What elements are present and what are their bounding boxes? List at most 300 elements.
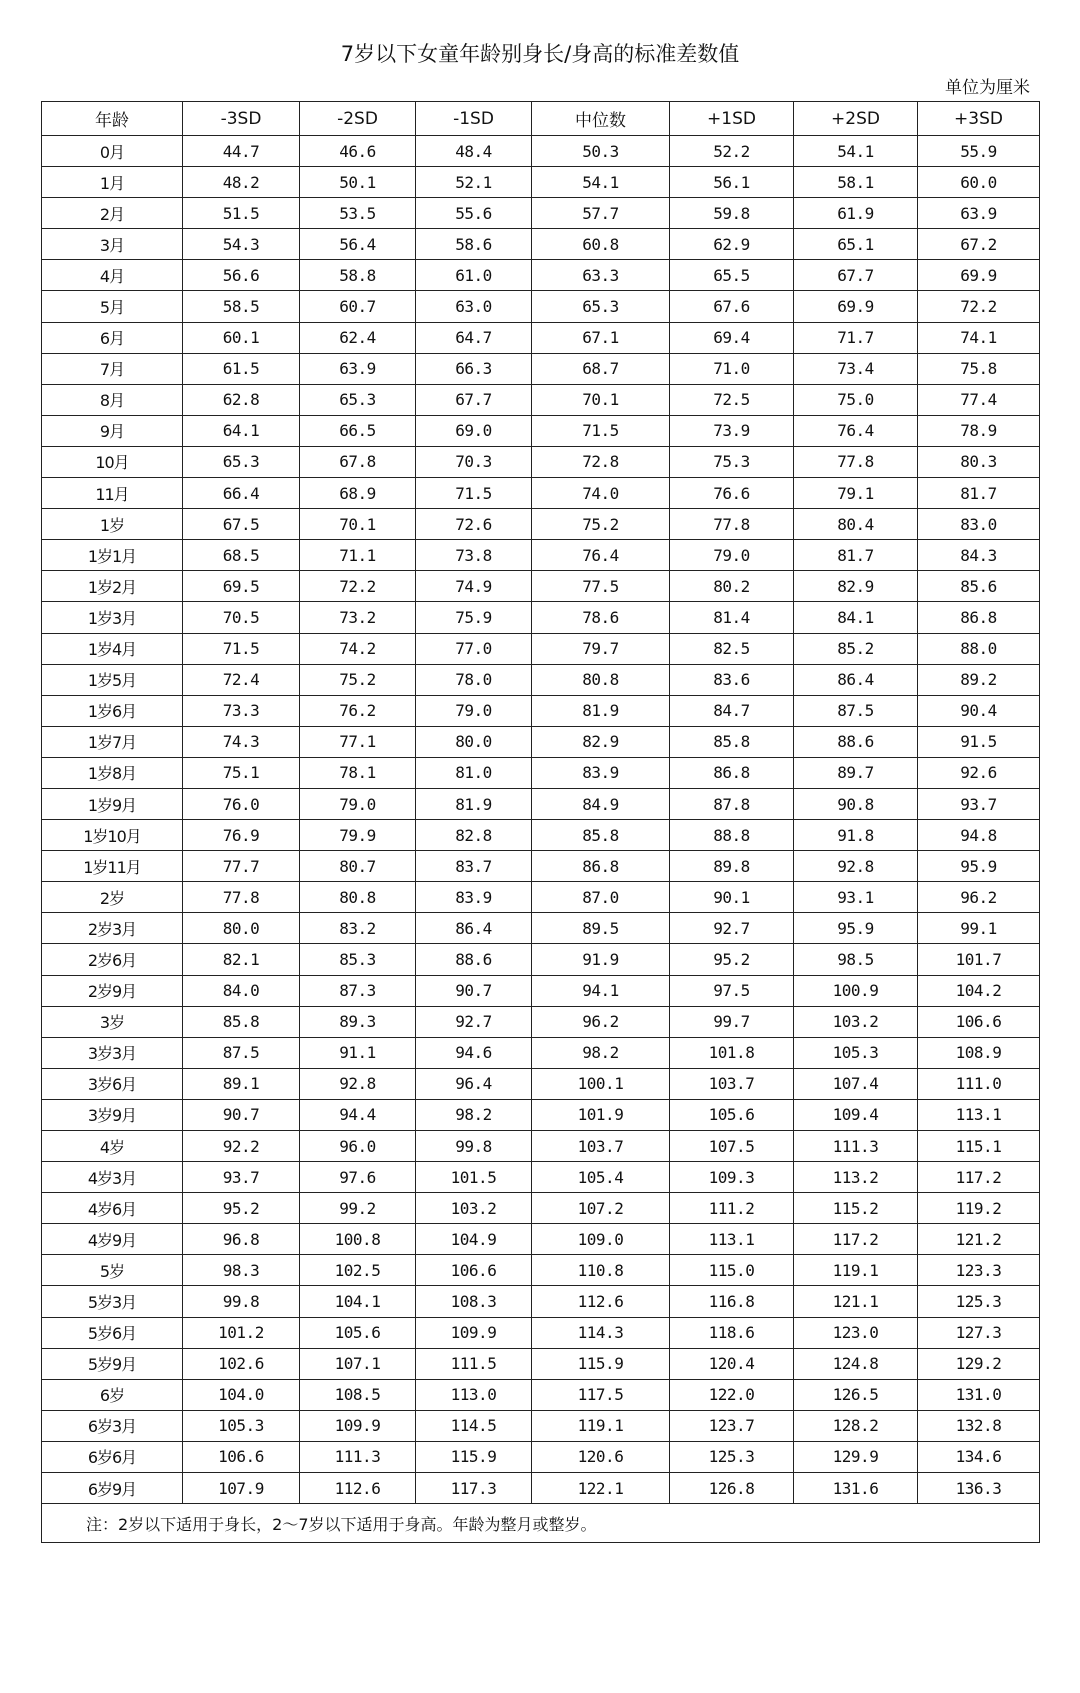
value-cell-minus2sd: 74.2 — [300, 633, 416, 664]
value-cell-minus2sd: 100.8 — [300, 1224, 416, 1255]
age-cell: 3岁6月 — [42, 1068, 183, 1099]
value-cell-minus3sd: 92.2 — [183, 1131, 300, 1162]
age-cell: 1岁9月 — [42, 788, 183, 819]
table-row — [42, 478, 1040, 509]
value-cell-plus1sd: 75.3 — [670, 446, 794, 477]
value-cell-plus3sd: 123.3 — [918, 1255, 1040, 1286]
value-cell-plus2sd: 91.8 — [794, 820, 918, 851]
value-cell-minus2sd: 80.8 — [300, 882, 416, 913]
value-cell-plus2sd: 89.7 — [794, 757, 918, 788]
value-cell-minus1sd: 117.3 — [416, 1473, 532, 1504]
value-cell-plus3sd: 89.2 — [918, 664, 1040, 695]
value-cell-plus3sd: 94.8 — [918, 820, 1040, 851]
table-header-row — [42, 102, 1040, 136]
age-cell: 4岁3月 — [42, 1162, 183, 1193]
table-row — [42, 229, 1040, 260]
value-cell-plus1sd: 76.6 — [670, 478, 794, 509]
age-cell: 5岁3月 — [42, 1286, 183, 1317]
value-cell-median: 103.7 — [532, 1131, 670, 1162]
value-cell-plus1sd: 86.8 — [670, 757, 794, 788]
header-col-median: 中位数 — [532, 102, 670, 136]
age-cell: 2岁6月 — [42, 944, 183, 975]
table-row — [42, 415, 1040, 446]
value-cell-minus1sd: 109.9 — [416, 1317, 532, 1348]
value-cell-plus2sd: 113.2 — [794, 1162, 918, 1193]
value-cell-minus1sd: 67.7 — [416, 384, 532, 415]
value-cell-plus3sd: 96.2 — [918, 882, 1040, 913]
age-cell: 3岁3月 — [42, 1037, 183, 1068]
value-cell-plus3sd: 85.6 — [918, 571, 1040, 602]
table-row — [42, 291, 1040, 322]
value-cell-median: 122.1 — [532, 1473, 670, 1504]
value-cell-minus2sd: 77.1 — [300, 726, 416, 757]
value-cell-minus2sd: 80.7 — [300, 851, 416, 882]
value-cell-median: 77.5 — [532, 571, 670, 602]
value-cell-minus3sd: 101.2 — [183, 1317, 300, 1348]
value-cell-minus1sd: 77.0 — [416, 633, 532, 664]
value-cell-plus2sd: 105.3 — [794, 1037, 918, 1068]
table-row — [42, 1473, 1040, 1504]
value-cell-plus3sd: 86.8 — [918, 602, 1040, 633]
value-cell-minus3sd: 95.2 — [183, 1193, 300, 1224]
age-cell: 2岁 — [42, 882, 183, 913]
value-cell-median: 67.1 — [532, 322, 670, 353]
value-cell-plus1sd: 92.7 — [670, 913, 794, 944]
value-cell-plus3sd: 88.0 — [918, 633, 1040, 664]
age-cell: 1岁6月 — [42, 695, 183, 726]
age-cell: 2岁3月 — [42, 913, 183, 944]
value-cell-plus2sd: 119.1 — [794, 1255, 918, 1286]
value-cell-minus3sd: 44.7 — [183, 136, 300, 167]
value-cell-plus3sd: 134.6 — [918, 1441, 1040, 1472]
table-row — [42, 1441, 1040, 1472]
value-cell-minus1sd: 92.7 — [416, 1006, 532, 1037]
value-cell-plus1sd: 85.8 — [670, 726, 794, 757]
value-cell-plus2sd: 117.2 — [794, 1224, 918, 1255]
value-cell-minus3sd: 51.5 — [183, 198, 300, 229]
value-cell-plus3sd: 121.2 — [918, 1224, 1040, 1255]
value-cell-minus1sd: 86.4 — [416, 913, 532, 944]
value-cell-plus3sd: 108.9 — [918, 1037, 1040, 1068]
table-note: 注：2岁以下适用于身长，2～7岁以下适用于身高。年龄为整月或整岁。 — [42, 1504, 1040, 1543]
table-row — [42, 602, 1040, 633]
value-cell-minus2sd: 94.4 — [300, 1099, 416, 1130]
header-col-plus2sd: +2SD — [794, 102, 918, 136]
document-title: 7岁以下女童年龄别身长/身高的标准差数值 — [340, 42, 740, 66]
value-cell-plus3sd: 75.8 — [918, 353, 1040, 384]
table-row — [42, 1348, 1040, 1379]
value-cell-plus2sd: 126.5 — [794, 1379, 918, 1410]
value-cell-minus1sd: 83.7 — [416, 851, 532, 882]
value-cell-minus1sd: 58.6 — [416, 229, 532, 260]
value-cell-minus2sd: 92.8 — [300, 1068, 416, 1099]
value-cell-minus2sd: 111.3 — [300, 1441, 416, 1472]
header-col-minus3sd: -3SD — [183, 102, 300, 136]
table-row — [42, 322, 1040, 353]
value-cell-plus3sd: 104.2 — [918, 975, 1040, 1006]
value-cell-minus2sd: 83.2 — [300, 913, 416, 944]
value-cell-plus3sd: 132.8 — [918, 1410, 1040, 1441]
value-cell-plus2sd: 80.4 — [794, 509, 918, 540]
value-cell-plus1sd: 109.3 — [670, 1162, 794, 1193]
value-cell-median: 54.1 — [532, 167, 670, 198]
value-cell-minus1sd: 74.9 — [416, 571, 532, 602]
value-cell-median: 98.2 — [532, 1037, 670, 1068]
value-cell-plus2sd: 100.9 — [794, 975, 918, 1006]
table-body — [42, 136, 1040, 1543]
age-cell: 3岁 — [42, 1006, 183, 1037]
value-cell-minus1sd: 70.3 — [416, 446, 532, 477]
value-cell-plus3sd: 92.6 — [918, 757, 1040, 788]
value-cell-plus1sd: 83.6 — [670, 664, 794, 695]
value-cell-minus3sd: 74.3 — [183, 726, 300, 757]
value-cell-minus2sd: 66.5 — [300, 415, 416, 446]
value-cell-minus3sd: 89.1 — [183, 1068, 300, 1099]
value-cell-minus1sd: 61.0 — [416, 260, 532, 291]
value-cell-minus3sd: 99.8 — [183, 1286, 300, 1317]
value-cell-plus3sd: 106.6 — [918, 1006, 1040, 1037]
age-cell: 8月 — [42, 384, 183, 415]
value-cell-plus2sd: 111.3 — [794, 1131, 918, 1162]
unit-label: 单位为厘米 — [945, 78, 1030, 98]
value-cell-plus3sd: 91.5 — [918, 726, 1040, 757]
header-col-age: 年龄 — [42, 102, 183, 136]
value-cell-plus1sd: 77.8 — [670, 509, 794, 540]
value-cell-median: 96.2 — [532, 1006, 670, 1037]
value-cell-minus1sd: 75.9 — [416, 602, 532, 633]
value-cell-median: 68.7 — [532, 353, 670, 384]
value-cell-plus2sd: 123.0 — [794, 1317, 918, 1348]
value-cell-median: 65.3 — [532, 291, 670, 322]
value-cell-minus1sd: 103.2 — [416, 1193, 532, 1224]
value-cell-median: 100.1 — [532, 1068, 670, 1099]
value-cell-minus3sd: 107.9 — [183, 1473, 300, 1504]
value-cell-plus1sd: 88.8 — [670, 820, 794, 851]
table-row — [42, 1193, 1040, 1224]
value-cell-median: 107.2 — [532, 1193, 670, 1224]
value-cell-plus1sd: 89.8 — [670, 851, 794, 882]
value-cell-plus2sd: 82.9 — [794, 571, 918, 602]
value-cell-minus1sd: 64.7 — [416, 322, 532, 353]
value-cell-minus1sd: 106.6 — [416, 1255, 532, 1286]
table-row — [42, 1006, 1040, 1037]
value-cell-minus2sd: 53.5 — [300, 198, 416, 229]
value-cell-plus2sd: 98.5 — [794, 944, 918, 975]
value-cell-plus2sd: 73.4 — [794, 353, 918, 384]
age-cell: 1月 — [42, 167, 183, 198]
header-col-plus3sd: +3SD — [918, 102, 1040, 136]
value-cell-median: 74.0 — [532, 478, 670, 509]
table-row — [42, 509, 1040, 540]
value-cell-plus1sd: 118.6 — [670, 1317, 794, 1348]
value-cell-plus1sd: 123.7 — [670, 1410, 794, 1441]
value-cell-median: 89.5 — [532, 913, 670, 944]
value-cell-minus3sd: 73.3 — [183, 695, 300, 726]
age-cell: 1岁3月 — [42, 602, 183, 633]
age-cell: 2岁9月 — [42, 975, 183, 1006]
value-cell-plus2sd: 67.7 — [794, 260, 918, 291]
value-cell-minus2sd: 65.3 — [300, 384, 416, 415]
value-cell-median: 85.8 — [532, 820, 670, 851]
value-cell-minus3sd: 70.5 — [183, 602, 300, 633]
age-cell: 2月 — [42, 198, 183, 229]
value-cell-median: 87.0 — [532, 882, 670, 913]
value-cell-minus2sd: 60.7 — [300, 291, 416, 322]
value-cell-plus3sd: 93.7 — [918, 788, 1040, 819]
age-cell: 4岁9月 — [42, 1224, 183, 1255]
value-cell-plus1sd: 122.0 — [670, 1379, 794, 1410]
value-cell-minus1sd: 108.3 — [416, 1286, 532, 1317]
value-cell-plus2sd: 92.8 — [794, 851, 918, 882]
value-cell-median: 71.5 — [532, 415, 670, 446]
table-row — [42, 353, 1040, 384]
value-cell-plus1sd: 126.8 — [670, 1473, 794, 1504]
age-cell: 1岁5月 — [42, 664, 183, 695]
value-cell-minus1sd: 63.0 — [416, 291, 532, 322]
table-row — [42, 1317, 1040, 1348]
value-cell-minus3sd: 84.0 — [183, 975, 300, 1006]
value-cell-minus2sd: 97.6 — [300, 1162, 416, 1193]
value-cell-median: 86.8 — [532, 851, 670, 882]
value-cell-minus3sd: 60.1 — [183, 322, 300, 353]
value-cell-median: 50.3 — [532, 136, 670, 167]
value-cell-plus1sd: 116.8 — [670, 1286, 794, 1317]
value-cell-minus1sd: 81.9 — [416, 788, 532, 819]
table-row — [42, 198, 1040, 229]
value-cell-minus1sd: 101.5 — [416, 1162, 532, 1193]
value-cell-median: 70.1 — [532, 384, 670, 415]
value-cell-minus3sd: 90.7 — [183, 1099, 300, 1130]
value-cell-plus1sd: 113.1 — [670, 1224, 794, 1255]
header-col-minus2sd: -2SD — [300, 102, 416, 136]
value-cell-median: 109.0 — [532, 1224, 670, 1255]
value-cell-median: 83.9 — [532, 757, 670, 788]
value-cell-minus2sd: 62.4 — [300, 322, 416, 353]
value-cell-plus1sd: 84.7 — [670, 695, 794, 726]
value-cell-median: 60.8 — [532, 229, 670, 260]
value-cell-plus3sd: 127.3 — [918, 1317, 1040, 1348]
table-row — [42, 944, 1040, 975]
value-cell-plus3sd: 115.1 — [918, 1131, 1040, 1162]
age-cell: 11月 — [42, 478, 183, 509]
value-cell-plus2sd: 58.1 — [794, 167, 918, 198]
value-cell-plus3sd: 77.4 — [918, 384, 1040, 415]
value-cell-minus1sd: 114.5 — [416, 1410, 532, 1441]
value-cell-plus1sd: 56.1 — [670, 167, 794, 198]
age-cell: 5月 — [42, 291, 183, 322]
value-cell-minus3sd: 104.0 — [183, 1379, 300, 1410]
header-col-minus1sd: -1SD — [416, 102, 532, 136]
value-cell-minus2sd: 71.1 — [300, 540, 416, 571]
value-cell-plus3sd: 119.2 — [918, 1193, 1040, 1224]
value-cell-minus3sd: 106.6 — [183, 1441, 300, 1472]
age-cell: 1岁11月 — [42, 851, 183, 882]
value-cell-minus2sd: 72.2 — [300, 571, 416, 602]
table-row — [42, 757, 1040, 788]
value-cell-minus2sd: 108.5 — [300, 1379, 416, 1410]
value-cell-plus2sd: 69.9 — [794, 291, 918, 322]
value-cell-minus1sd: 80.0 — [416, 726, 532, 757]
table-row — [42, 664, 1040, 695]
value-cell-plus2sd: 107.4 — [794, 1068, 918, 1099]
value-cell-minus2sd: 96.0 — [300, 1131, 416, 1162]
value-cell-median: 63.3 — [532, 260, 670, 291]
value-cell-minus3sd: 66.4 — [183, 478, 300, 509]
value-cell-plus2sd: 54.1 — [794, 136, 918, 167]
value-cell-median: 101.9 — [532, 1099, 670, 1130]
table-row — [42, 1224, 1040, 1255]
value-cell-minus1sd: 83.9 — [416, 882, 532, 913]
age-cell: 1岁1月 — [42, 540, 183, 571]
value-cell-plus1sd: 82.5 — [670, 633, 794, 664]
value-cell-minus3sd: 58.5 — [183, 291, 300, 322]
value-cell-plus2sd: 124.8 — [794, 1348, 918, 1379]
value-cell-minus2sd: 87.3 — [300, 975, 416, 1006]
value-cell-minus1sd: 96.4 — [416, 1068, 532, 1099]
value-cell-plus1sd: 59.8 — [670, 198, 794, 229]
table-row — [42, 975, 1040, 1006]
value-cell-plus1sd: 87.8 — [670, 788, 794, 819]
value-cell-plus3sd: 67.2 — [918, 229, 1040, 260]
table-row — [42, 260, 1040, 291]
table-row — [42, 1255, 1040, 1286]
value-cell-plus3sd: 95.9 — [918, 851, 1040, 882]
value-cell-plus1sd: 73.9 — [670, 415, 794, 446]
value-cell-minus3sd: 68.5 — [183, 540, 300, 571]
value-cell-plus3sd: 55.9 — [918, 136, 1040, 167]
value-cell-minus1sd: 99.8 — [416, 1131, 532, 1162]
value-cell-minus2sd: 58.8 — [300, 260, 416, 291]
value-cell-minus3sd: 85.8 — [183, 1006, 300, 1037]
value-cell-plus2sd: 93.1 — [794, 882, 918, 913]
value-cell-plus2sd: 88.6 — [794, 726, 918, 757]
age-cell: 1岁 — [42, 509, 183, 540]
value-cell-plus3sd: 117.2 — [918, 1162, 1040, 1193]
value-cell-minus2sd: 99.2 — [300, 1193, 416, 1224]
value-cell-median: 80.8 — [532, 664, 670, 695]
value-cell-median: 81.9 — [532, 695, 670, 726]
value-cell-plus2sd: 75.0 — [794, 384, 918, 415]
value-cell-plus1sd: 95.2 — [670, 944, 794, 975]
value-cell-plus3sd: 78.9 — [918, 415, 1040, 446]
value-cell-plus3sd: 69.9 — [918, 260, 1040, 291]
table-row — [42, 136, 1040, 167]
table-row — [42, 1410, 1040, 1441]
value-cell-minus3sd: 87.5 — [183, 1037, 300, 1068]
age-cell: 5岁9月 — [42, 1348, 183, 1379]
value-cell-plus3sd: 84.3 — [918, 540, 1040, 571]
value-cell-minus3sd: 77.7 — [183, 851, 300, 882]
table-row — [42, 913, 1040, 944]
value-cell-plus1sd: 120.4 — [670, 1348, 794, 1379]
value-cell-minus3sd: 56.6 — [183, 260, 300, 291]
value-cell-minus3sd: 54.3 — [183, 229, 300, 260]
value-cell-plus2sd: 84.1 — [794, 602, 918, 633]
value-cell-minus2sd: 104.1 — [300, 1286, 416, 1317]
value-cell-plus3sd: 101.7 — [918, 944, 1040, 975]
value-cell-minus3sd: 65.3 — [183, 446, 300, 477]
value-cell-median: 91.9 — [532, 944, 670, 975]
value-cell-median: 112.6 — [532, 1286, 670, 1317]
value-cell-median: 117.5 — [532, 1379, 670, 1410]
value-cell-minus3sd: 67.5 — [183, 509, 300, 540]
table-row — [42, 1286, 1040, 1317]
value-cell-plus1sd: 72.5 — [670, 384, 794, 415]
value-cell-plus3sd: 83.0 — [918, 509, 1040, 540]
value-cell-minus3sd: 102.6 — [183, 1348, 300, 1379]
value-cell-plus1sd: 105.6 — [670, 1099, 794, 1130]
age-cell: 1岁10月 — [42, 820, 183, 851]
value-cell-plus2sd: 115.2 — [794, 1193, 918, 1224]
value-cell-minus1sd: 52.1 — [416, 167, 532, 198]
age-cell: 10月 — [42, 446, 183, 477]
value-cell-plus2sd: 109.4 — [794, 1099, 918, 1130]
value-cell-minus3sd: 69.5 — [183, 571, 300, 602]
age-cell: 6岁 — [42, 1379, 183, 1410]
age-cell: 0月 — [42, 136, 183, 167]
value-cell-minus2sd: 76.2 — [300, 695, 416, 726]
value-cell-minus1sd: 115.9 — [416, 1441, 532, 1472]
value-cell-minus3sd: 98.3 — [183, 1255, 300, 1286]
value-cell-minus3sd: 82.1 — [183, 944, 300, 975]
age-cell: 4月 — [42, 260, 183, 291]
value-cell-minus1sd: 48.4 — [416, 136, 532, 167]
value-cell-plus3sd: 80.3 — [918, 446, 1040, 477]
value-cell-minus2sd: 78.1 — [300, 757, 416, 788]
value-cell-minus2sd: 50.1 — [300, 167, 416, 198]
value-cell-median: 79.7 — [532, 633, 670, 664]
value-cell-minus3sd: 62.8 — [183, 384, 300, 415]
value-cell-plus3sd: 113.1 — [918, 1099, 1040, 1130]
value-cell-minus1sd: 79.0 — [416, 695, 532, 726]
table-row — [42, 384, 1040, 415]
value-cell-plus2sd: 81.7 — [794, 540, 918, 571]
table-row — [42, 571, 1040, 602]
value-cell-minus3sd: 96.8 — [183, 1224, 300, 1255]
value-cell-plus1sd: 71.0 — [670, 353, 794, 384]
value-cell-median: 72.8 — [532, 446, 670, 477]
value-cell-plus3sd: 136.3 — [918, 1473, 1040, 1504]
age-cell: 3月 — [42, 229, 183, 260]
age-cell: 5岁 — [42, 1255, 183, 1286]
age-cell: 6岁3月 — [42, 1410, 183, 1441]
value-cell-minus2sd: 102.5 — [300, 1255, 416, 1286]
value-cell-minus1sd: 78.0 — [416, 664, 532, 695]
value-cell-plus1sd: 69.4 — [670, 322, 794, 353]
value-cell-plus2sd: 131.6 — [794, 1473, 918, 1504]
age-cell: 4岁 — [42, 1131, 183, 1162]
value-cell-minus1sd: 104.9 — [416, 1224, 532, 1255]
value-cell-minus3sd: 72.4 — [183, 664, 300, 695]
value-cell-median: 82.9 — [532, 726, 670, 757]
age-cell: 1岁8月 — [42, 757, 183, 788]
value-cell-minus1sd: 98.2 — [416, 1099, 532, 1130]
value-cell-plus1sd: 67.6 — [670, 291, 794, 322]
value-cell-minus1sd: 113.0 — [416, 1379, 532, 1410]
value-cell-minus2sd: 107.1 — [300, 1348, 416, 1379]
note-row — [42, 1504, 1040, 1543]
value-cell-minus1sd: 82.8 — [416, 820, 532, 851]
table-row — [42, 446, 1040, 477]
value-cell-median: 114.3 — [532, 1317, 670, 1348]
value-cell-plus2sd: 128.2 — [794, 1410, 918, 1441]
value-cell-plus2sd: 71.7 — [794, 322, 918, 353]
value-cell-minus1sd: 66.3 — [416, 353, 532, 384]
sd-table — [41, 101, 1040, 1543]
value-cell-minus3sd: 71.5 — [183, 633, 300, 664]
value-cell-minus3sd: 76.0 — [183, 788, 300, 819]
value-cell-plus2sd: 79.1 — [794, 478, 918, 509]
